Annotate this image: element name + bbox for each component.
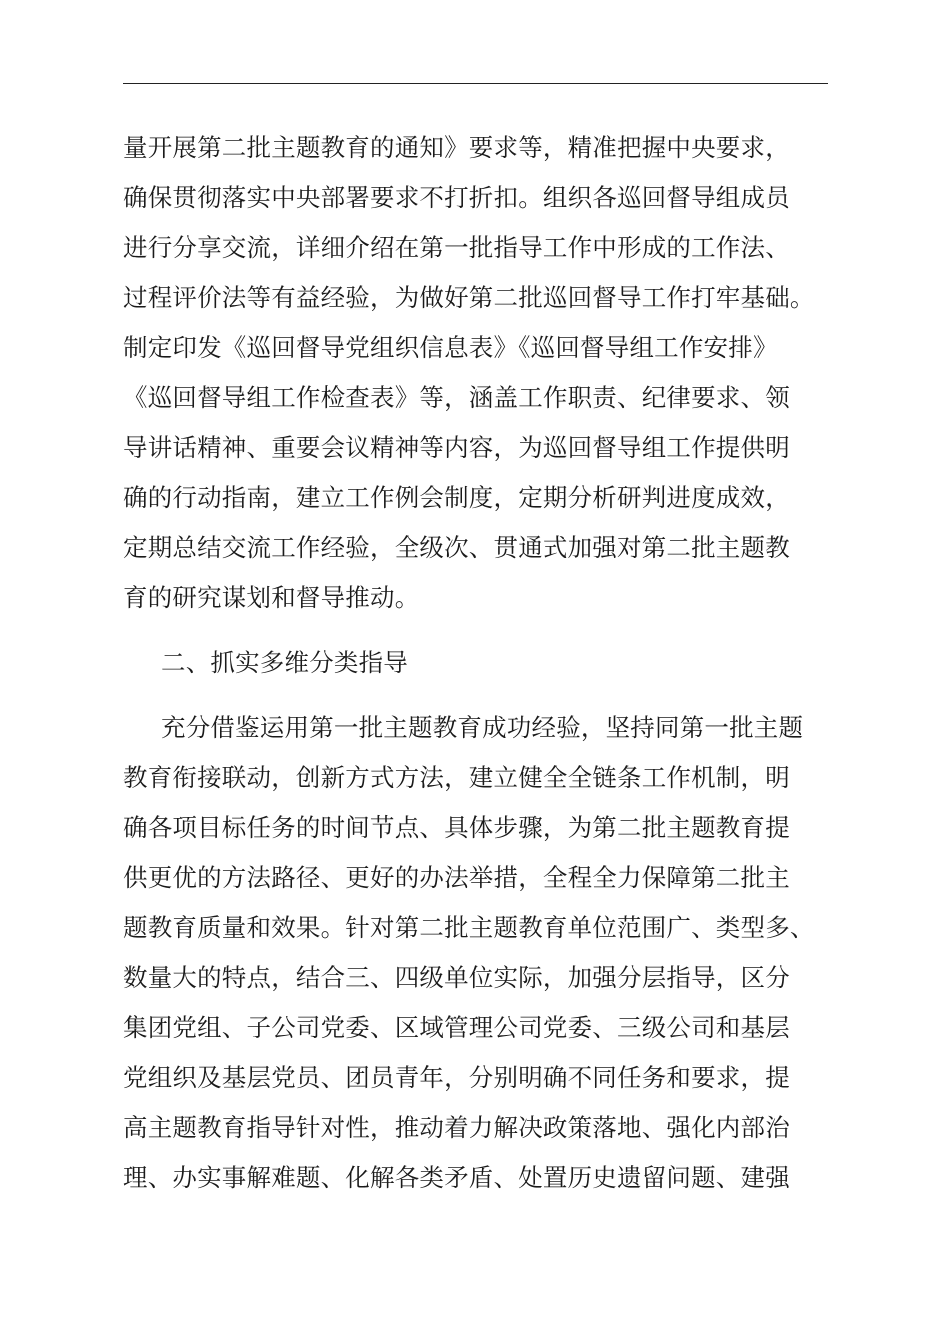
paragraph-line: 题教育质量和效果。针对第二批主题教育单位范围广、类型多、 bbox=[123, 913, 815, 942]
paragraph-line: 供更优的方法路径、更好的办法举措，全程全力保障第二批主 bbox=[123, 863, 790, 892]
paragraph-line: 充分借鉴运用第一批主题教育成功经验，坚持同第一批主题 bbox=[161, 713, 804, 742]
paragraph-line: 确保贯彻落实中央部署要求不打折扣。组织各巡回督导组成员 bbox=[123, 183, 790, 212]
paragraph-line: 教育衔接联动，创新方式方法，建立健全全链条工作机制，明 bbox=[123, 763, 790, 792]
paragraph-line: 育的研究谋划和督导推动。 bbox=[123, 583, 420, 612]
paragraph-line: 过程评价法等有益经验，为做好第二批巡回督导工作打牢基础。 bbox=[123, 283, 815, 312]
paragraph-line: 集团党组、子公司党委、区域管理公司党委、三级公司和基层 bbox=[123, 1013, 790, 1042]
paragraph-line: 导讲话精神、重要会议精神等内容，为巡回督导组工作提供明 bbox=[123, 433, 790, 462]
paragraph-line: 确的行动指南，建立工作例会制度，定期分析研判进度成效， bbox=[123, 483, 790, 512]
paragraph-line: 党组织及基层党员、团员青年，分别明确不同任务和要求，提 bbox=[123, 1063, 790, 1092]
paragraph-line: 确各项目标任务的时间节点、具体步骤，为第二批主题教育提 bbox=[123, 813, 790, 842]
paragraph-line: 高主题教育指导针对性，推动着力解决政策落地、强化内部治 bbox=[123, 1113, 790, 1142]
header-rule bbox=[123, 83, 828, 84]
paragraph-line: 定期总结交流工作经验，全级次、贯通式加强对第二批主题教 bbox=[123, 533, 790, 562]
paragraph-line: 理、办实事解难题、化解各类矛盾、处置历史遗留问题、建强 bbox=[123, 1163, 790, 1192]
paragraph-line: 《巡回督导组工作检查表》等，涵盖工作职责、纪律要求、领 bbox=[123, 383, 790, 412]
section-heading: 二、抓实多维分类指导 bbox=[161, 648, 408, 677]
paragraph-line: 进行分享交流，详细介绍在第一批指导工作中形成的工作法、 bbox=[123, 233, 790, 262]
paragraph-line: 制定印发《巡回督导党组织信息表》《巡回督导组工作安排》 bbox=[123, 333, 778, 362]
paragraph-line: 量开展第二批主题教育的通知》要求等，精准把握中央要求， bbox=[123, 133, 790, 162]
paragraph-line: 数量大的特点，结合三、四级单位实际，加强分层指导，区分 bbox=[123, 963, 790, 992]
